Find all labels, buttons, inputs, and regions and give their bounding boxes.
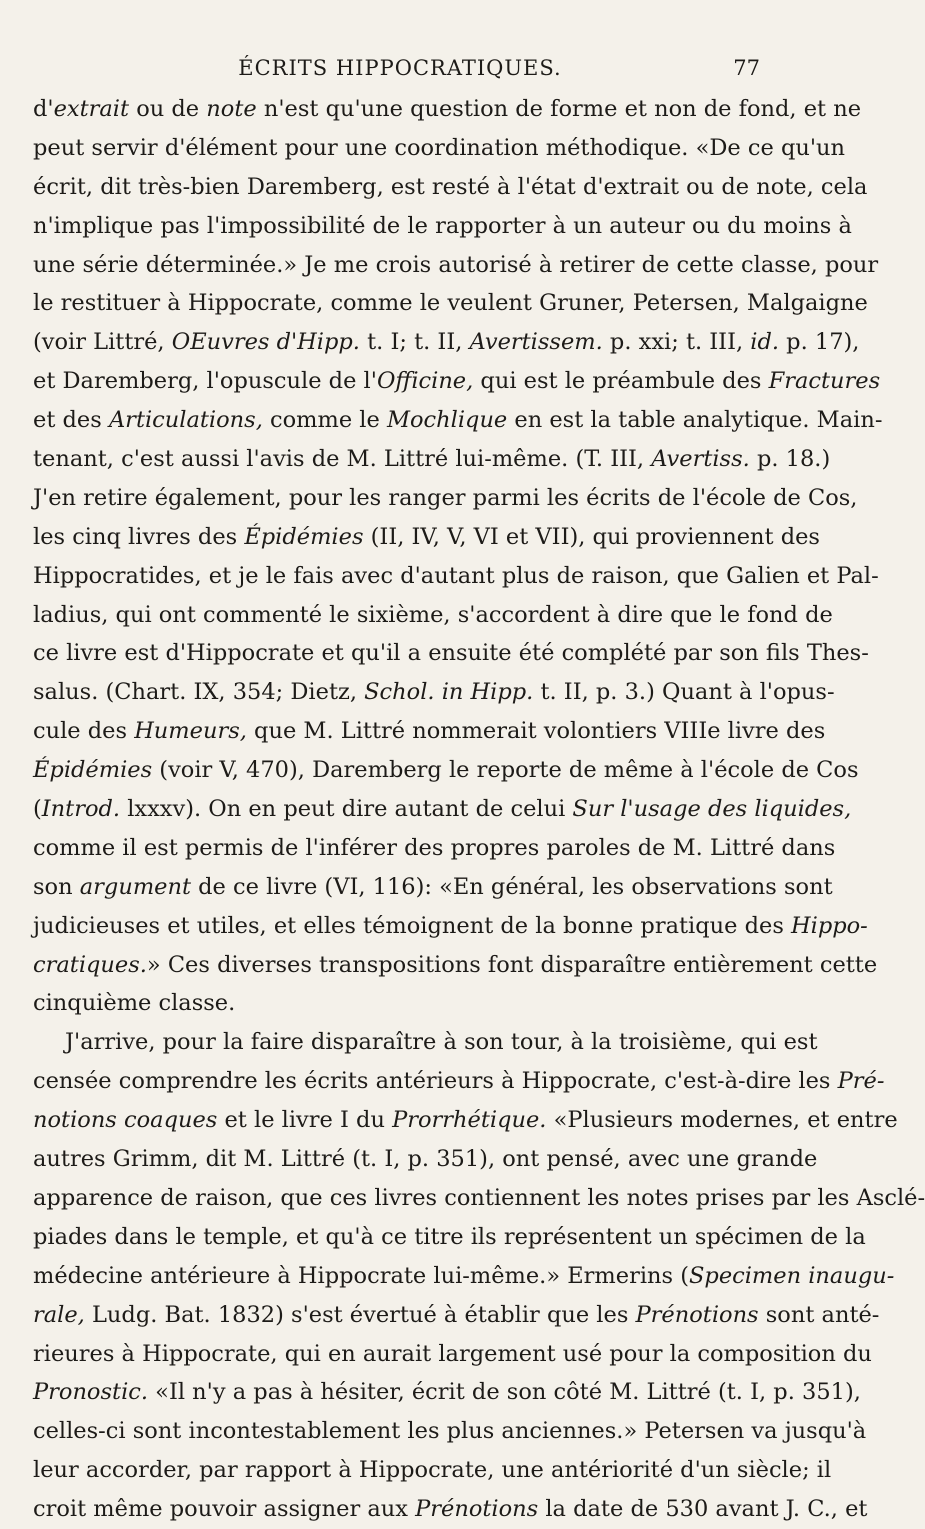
text-line (33, 673, 835, 712)
italic-run: note (206, 96, 257, 122)
body-text (33, 90, 925, 1529)
text-line (33, 207, 852, 246)
text-line (33, 596, 833, 635)
text-run: (II, IV, V, VI et VII), qui proviennent des (363, 523, 820, 550)
text-line (33, 751, 859, 790)
text-line (33, 1490, 868, 1529)
text-line (33, 1451, 832, 1490)
text-line (33, 1023, 818, 1062)
text-line (33, 323, 860, 362)
text-run: et des (33, 407, 109, 434)
text-run: ( (33, 796, 42, 823)
text-line (33, 907, 868, 946)
text-run: qui est le préambule des (473, 368, 769, 395)
text-run: autres Grimm, dit M. Littré (t. I, p. 351), ont pensé, avec une grande (33, 1146, 818, 1173)
text-line (33, 1296, 880, 1335)
text-line (33, 1412, 867, 1451)
text-line (33, 1140, 818, 1179)
text-line (33, 829, 836, 868)
italic-run: Épidémies (33, 757, 153, 784)
italic-run: OEuvres d'Hipp. (171, 329, 360, 356)
text-run: comme il est permis de l'inférer des propres paroles de M. Littré dans (33, 834, 836, 861)
text-line (33, 362, 881, 401)
text-run: croit même pouvoir assigner aux (33, 1496, 416, 1523)
italic-run: Officine, (376, 368, 474, 395)
text-run: leur accorder, par rapport à Hippocrate, une antériorité d'un siècle; il (33, 1457, 832, 1484)
text-run: (voir V, 470), Daremberg le reporte de même à l'école de Cos (152, 757, 859, 784)
text-run: t. I; t. II, (359, 329, 470, 356)
text-run: rieures à Hippocrate, qui en aurait largement usé pour la composition du (33, 1340, 872, 1367)
text-line (33, 1062, 885, 1101)
text-line (33, 168, 868, 207)
italic-run: Sur l'usage des liquides, (572, 796, 852, 823)
text-run: celles-ci sont incontestablement les plus anciennes.» Petersen va jusqu'à (33, 1418, 867, 1445)
text-run: et le livre I du (217, 1107, 393, 1134)
italic-run: rale, (33, 1301, 85, 1328)
page-number: 77 (733, 56, 760, 80)
italic-run: notions coaques (33, 1107, 218, 1134)
text-line (33, 518, 820, 557)
text-run: sont anté- (758, 1301, 880, 1328)
text-line (33, 634, 869, 673)
italic-run: Épidémies (244, 523, 364, 550)
text-line (33, 790, 852, 829)
text-line (33, 479, 858, 518)
italic-run: Prénotions (635, 1301, 759, 1328)
italic-run: Humeurs, (134, 718, 247, 745)
italic-run: Avertissem. (469, 329, 603, 356)
text-run: salus. (Chart. IX, 354; Dietz, (33, 679, 365, 706)
text-run: Hippocratides, et je le fais avec d'autant plus de raison, que Galien et Pal- (33, 562, 879, 589)
text-run: cule des (33, 718, 135, 745)
text-run: son (33, 873, 80, 900)
text-run: écrit, dit très-bien Daremberg, est resté à l'état d'extrait ou de note, cela (33, 173, 868, 200)
text-line (33, 1335, 872, 1374)
text-line (33, 246, 879, 285)
text-line (33, 284, 868, 323)
text-run: p. 18.) (749, 446, 831, 473)
text-run: en est la table analytique. Main- (507, 407, 883, 434)
italic-run: Specimen inaugu- (689, 1262, 895, 1289)
text-run: ce livre est d'Hippocrate et qu'il a ensuite été complété par son fils Thes- (33, 640, 869, 667)
text-line (33, 1373, 861, 1412)
text-line (33, 1101, 898, 1140)
text-run: lxxxv). On en peut dire autant de celui (120, 796, 573, 823)
text-line (33, 1257, 895, 1296)
italic-run: Hippo- (791, 912, 868, 939)
italic-run: Fractures (768, 368, 881, 395)
italic-run: Introd. (41, 796, 121, 823)
text-line (33, 1179, 925, 1218)
text-run: peut servir d'élément pour une coordination méthodique. «De ce qu'un (33, 134, 846, 161)
text-line (33, 1218, 866, 1257)
text-line (33, 90, 862, 129)
text-run: n'implique pas l'impossibilité de le rapporter à un auteur ou du moins à (33, 212, 852, 239)
text-run: piades dans le temple, et qu'à ce titre ils représentent un spécimen de la (33, 1223, 866, 1250)
text-run: les cinq livres des (33, 523, 245, 550)
running-title: ÉCRITS HIPPOCRATIQUES. (238, 56, 562, 80)
italic-run: Prorrhétique. (392, 1107, 547, 1134)
text-run: le restituer à Hippocrate, comme le veulent Gruner, Petersen, Malgaigne (33, 290, 868, 317)
text-line (33, 557, 879, 596)
italic-run: Avertiss. (651, 446, 750, 473)
text-run: d' (33, 96, 54, 122)
italic-run: Pronostic. (33, 1379, 149, 1406)
text-run: t. II, p. 3.) Quant à l'opus- (533, 679, 835, 706)
text-line (33, 712, 826, 751)
text-run: Ludg. Bat. 1832) s'est évertué à établir que les (84, 1301, 636, 1328)
text-run: et Daremberg, l'opuscule de l' (33, 368, 377, 395)
text-run: tenant, c'est aussi l'avis de M. Littré lui-même. (T. III, (33, 446, 652, 473)
italic-run: Articulations, (108, 407, 263, 434)
italic-run: cratiques. (33, 951, 147, 978)
text-run: de ce livre (VI, 116): «En général, les observations sont (191, 873, 833, 900)
text-line (33, 868, 833, 907)
text-run: ladius, qui ont commenté le sixième, s'accordent à dire que le fond de (33, 601, 833, 628)
text-run: «Il n'y a pas à hésiter, écrit de son côté M. Littré (t. I, p. 351), (148, 1379, 861, 1406)
italic-run: argument (79, 873, 191, 900)
text-run: J'en retire également, pour les ranger parmi les écrits de l'école de Cos, (33, 484, 858, 511)
text-line (33, 401, 883, 440)
text-line (33, 129, 846, 168)
text-line (33, 984, 768, 1023)
text-run: apparence de raison, que ces livres contiennent les notes prises par les Asclé- (33, 1184, 925, 1211)
text-run: J'arrive, pour la faire disparaître à son tour, à la troisième, qui est (65, 1029, 818, 1056)
italic-run: extrait (53, 96, 130, 122)
text-run: médecine antérieure à Hippocrate lui-même.» Ermerins ( (33, 1262, 689, 1289)
text-run: «Plusieurs modernes, et entre (546, 1107, 898, 1134)
text-run: comme le (262, 407, 387, 434)
italic-run: Schol. in Hipp. (364, 679, 534, 706)
text-run: censée comprendre les écrits antérieurs à Hippocrate, c'est-à-dire les (33, 1068, 838, 1095)
text-run: » Ces diverses transpositions font disparaître entièrement cette (146, 951, 878, 978)
text-run: (voir Littré, (33, 329, 172, 356)
text-line (33, 440, 831, 479)
text-run: n'est qu'une question de forme et non de fond, et ne (256, 96, 862, 122)
italic-run: id. (750, 329, 780, 356)
text-run: p. xxi; t. III, (602, 329, 751, 356)
text-run: ou de (129, 96, 207, 122)
italic-run: Pré- (837, 1068, 885, 1095)
text-run: judicieuses et utiles, et elles témoignent de la bonne pratique des (33, 912, 792, 939)
text-run: cinquième classe. (33, 990, 236, 1017)
text-run: une série déterminée.» Je me crois autorisé à retirer de cette classe, pour (33, 251, 879, 278)
text-run: la date de 530 avant J. C., et (538, 1496, 868, 1523)
page-header (36, 52, 764, 86)
text-line (33, 946, 878, 985)
italic-run: Prénotions (415, 1496, 539, 1523)
text-run: que M. Littré nommerait volontiers VIIIe livre des (246, 718, 826, 745)
italic-run: Mochlique (386, 407, 508, 434)
text-run: p. 17), (779, 329, 860, 356)
